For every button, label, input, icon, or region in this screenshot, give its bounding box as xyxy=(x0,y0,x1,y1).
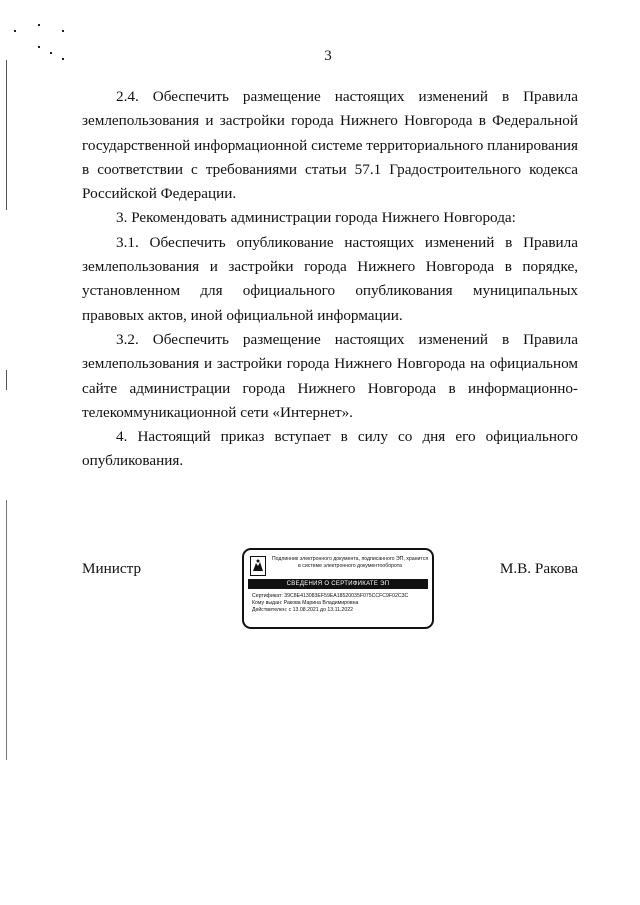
paragraph-4: 4. Настоящий приказ вступает в силу со дня его официального опубликования. xyxy=(82,428,578,470)
scan-artifact xyxy=(38,24,40,26)
stamp-details xyxy=(252,593,408,614)
scan-artifact xyxy=(62,30,64,32)
signer-position: Министр xyxy=(82,560,142,577)
paragraph-3-1: 3.1. Обеспечить опубликование настоящих изменений в Правила землепользования и застройки города Нижнего Новгорода в порядке, установленном для официального опубликования муниципальных правовых актов, иной официальной информации. xyxy=(82,233,578,324)
page-number: 3 xyxy=(324,48,332,64)
scan-artifact xyxy=(14,30,16,32)
paragraph-2-4: 2.4. Обеспечить размещение настоящих изменений в Правила землепользования и застройки города Нижнего Новгорода в Федеральной государственной информационной системе территориального планирования в соответствии с требованиями статьи 57.1 Градостроительного кодекса Российской Федерации. xyxy=(82,88,578,203)
scan-edge-line xyxy=(6,370,7,390)
signature-block xyxy=(82,548,578,638)
electronic-signature-stamp xyxy=(242,548,434,629)
scan-edge-line xyxy=(6,500,7,760)
scan-edge-line xyxy=(6,60,7,210)
paragraph-3-2: 3.2. Обеспечить размещение настоящих изменений в Правила землепользования и застройки города Нижнего Новгорода на официальном сайте администрации города Нижнего Новгорода в информационно-телекоммуникационной сети «Интернет». xyxy=(82,330,578,421)
signer-name: М.В. Ракова xyxy=(499,560,578,577)
paragraph-3: 3. Рекомендовать администрации города Нижнего Новгорода: xyxy=(116,209,516,227)
certificate-owner: Кому выдан: Ракова Марина Владимировна xyxy=(252,600,359,606)
certificate-number: Сертификат: 39C8E413083EF59EA18520035F075CCFC9F02C3C xyxy=(252,593,409,599)
stamp-title: СВЕДЕНИЯ О СЕРТИФИКАТЕ ЭП xyxy=(248,579,428,589)
coat-of-arms-icon xyxy=(250,556,266,576)
certificate-validity: Действителен: с 13.08.2021 до 13.11.2022 xyxy=(252,607,353,613)
document-body xyxy=(82,85,578,474)
stamp-header: Подлинник электронного документа, подписанного ЭП, хранится в системе электронного документооборота xyxy=(271,556,429,569)
